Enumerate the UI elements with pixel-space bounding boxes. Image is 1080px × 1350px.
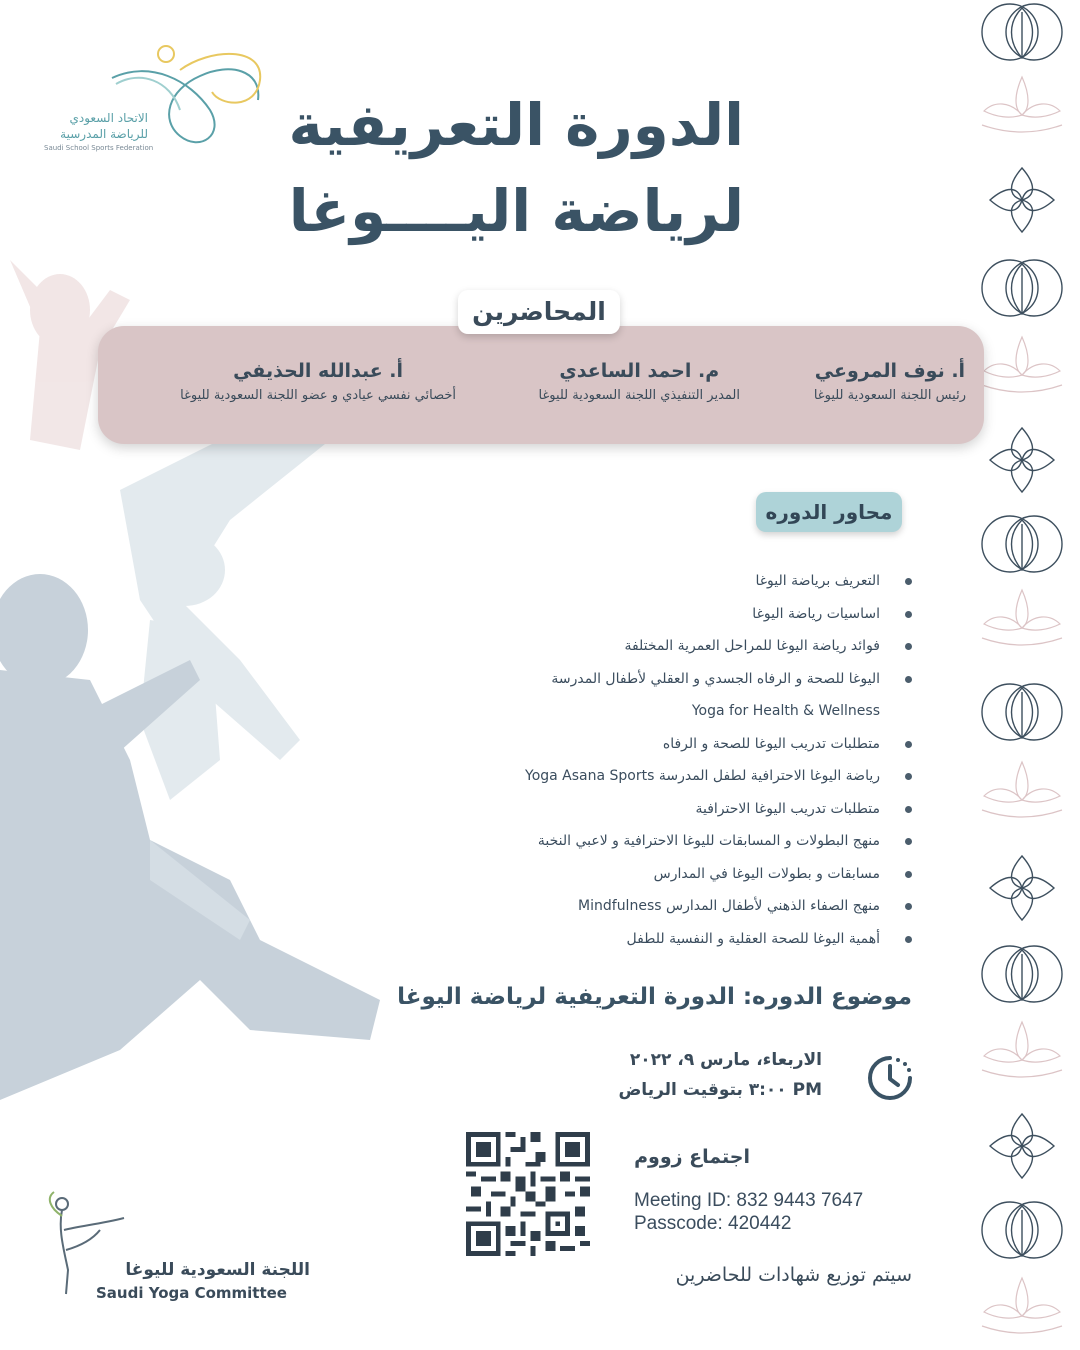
lecturer-name: م. احمد الساعدي <box>559 360 720 382</box>
topics-list <box>394 566 914 956</box>
qr-code[interactable] <box>466 1132 590 1256</box>
committee-name-ar: اللجنة السعودية لليوغا <box>125 1260 310 1280</box>
list-item <box>394 729 914 762</box>
title-line-1: الدورة التعريفية <box>288 91 744 159</box>
event-time: PM ٣:٠٠ بتوقيت الرياض <box>618 1080 822 1100</box>
zoom-meeting-id: Meeting ID: 832 9443 7647 <box>634 1190 864 1211</box>
decorative-pattern-column <box>970 0 1080 1350</box>
lecturer-card <box>180 360 456 403</box>
federation-name-line1: الاتحاد السعودي <box>69 111 148 125</box>
lecturer-card <box>814 360 966 403</box>
list-item <box>394 826 914 859</box>
lecturer-name: أ. نوف المروعي <box>814 360 966 382</box>
bullet-icon <box>905 773 912 780</box>
topic-text: اساسيات رياضة اليوغا <box>752 605 880 622</box>
list-item <box>394 631 914 664</box>
lecturers-header: المحاضرين <box>458 290 620 334</box>
lecturer-card <box>538 360 740 403</box>
list-item <box>394 761 914 794</box>
committee-name-en: Saudi Yoga Committee <box>96 1284 287 1302</box>
list-item <box>394 891 914 924</box>
bullet-icon <box>905 643 912 650</box>
list-item <box>394 664 914 697</box>
lecturers-panel <box>98 326 984 444</box>
zoom-meeting-title: اجتماع زووم <box>634 1146 750 1168</box>
title-line-2: لرياضة اليــــوغا <box>288 177 744 245</box>
topic-text: رياضة اليوغا الاحترافية لطفل المدرسة Yoga Asana Sports <box>525 768 880 784</box>
topic-text: متطلبات تدريب اليوغا الاحترافية <box>695 800 880 817</box>
topic-text: مسابقات و بطولات اليوغا في المدارس <box>653 865 880 882</box>
federation-name-line2: للرياضة المدرسية <box>60 127 148 141</box>
lecturer-role: رئيس اللجنة السعودية لليوغا <box>813 388 966 403</box>
topic-text: اليوغا للصحة و الرفاه الجسدي و العقلي لأطفال المدرسة <box>551 670 880 687</box>
bullet-icon <box>905 838 912 845</box>
topic-text: التعريف برياضة اليوغا <box>755 573 880 589</box>
yoga-committee-logo <box>40 1190 310 1310</box>
course-subject: موضوع الدوره: الدورة التعريفية لرياضة اليوغا <box>397 984 912 1010</box>
bullet-icon <box>905 611 912 618</box>
bullet-icon <box>905 903 912 910</box>
list-item <box>394 696 914 729</box>
lecturer-role: أخصائي نفسي عيادي و عضو اللجنة السعودية لليوغا <box>180 388 456 403</box>
list-item <box>394 924 914 957</box>
lecturer-name: أ. عبدالله الحذيفي <box>233 360 404 382</box>
topic-text: منهج البطولات و المسابقات لليوغا الاحترافية و لاعبي النخبة <box>537 833 880 849</box>
page-title <box>224 82 744 254</box>
certificates-note: سيتم توزيع شهادات للحاضرين <box>675 1264 912 1286</box>
topic-text: Yoga for Health & Wellness <box>691 703 880 719</box>
list-item <box>394 794 914 827</box>
bullet-icon <box>905 871 912 878</box>
list-item <box>394 599 914 632</box>
topic-text: متطلبات تدريب اليوغا للصحة و الرفاه <box>662 735 880 752</box>
bullet-icon <box>905 578 912 585</box>
bullet-icon <box>905 676 912 683</box>
list-item <box>394 859 914 892</box>
list-item <box>394 566 914 599</box>
lecturer-role: المدير التنفيذي اللجنة السعودية لليوغا <box>538 388 740 403</box>
topics-header: محاور الدوره <box>756 492 902 532</box>
event-date: الاربعاء، مارس ٩، ٢٠٢٢ <box>629 1050 822 1070</box>
topic-text: أهمية اليوغا للصحة العقلية و النفسية للطفل <box>626 930 880 947</box>
bullet-icon <box>905 936 912 943</box>
clock-icon <box>864 1052 916 1104</box>
federation-name-en: Saudi School Sports Federation <box>44 144 154 152</box>
bullet-icon <box>905 741 912 748</box>
topic-text: فوائد رياضة اليوغا للمراحل العمرية المختلفة <box>624 638 880 654</box>
topic-text: منهج الصفاء الذهني لأطفال المدارس Mindfulness <box>578 898 880 914</box>
zoom-passcode: Passcode: 420442 <box>634 1213 792 1234</box>
bullet-icon <box>905 806 912 813</box>
federation-name-ar <box>28 110 148 142</box>
